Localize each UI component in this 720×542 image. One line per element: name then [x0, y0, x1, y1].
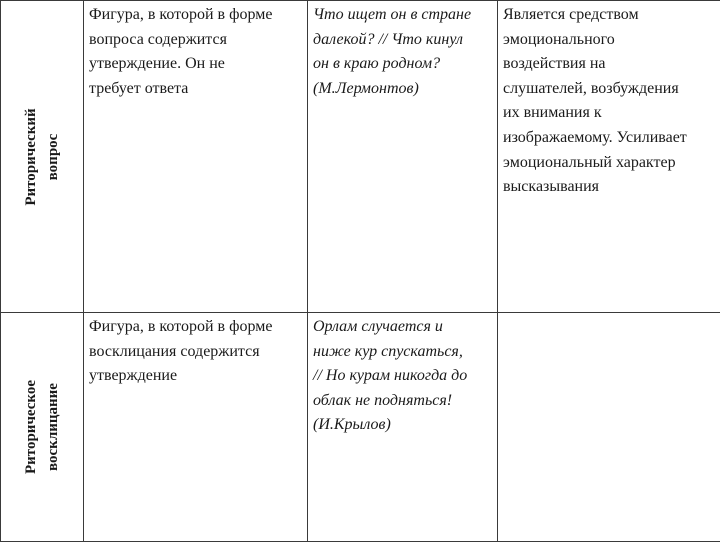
table-row-rhetorical-exclamation [1, 313, 720, 542]
example-text: Что ищет он в стране далекой? // Что кинул он в краю родном? (М.Лермонтов) [308, 1, 497, 101]
definition-cell-rhetorical-question [84, 1, 308, 313]
term-label-rhetorical-exclamation: Риторическое восклицание [20, 380, 64, 474]
function-cell-rhetorical-exclamation [498, 313, 720, 542]
term-cell-rhetorical-question [1, 1, 84, 313]
example-cell-rhetorical-exclamation [308, 313, 498, 542]
function-text: Является средством эмоционального воздействия на слушателей, возбуждения их внимания к изображаемому. Усиливает эмоциональный характер высказывания [498, 1, 720, 200]
example-text: Орлам случается и ниже кур спускаться, // Но курам никогда до облак не подняться! (И.Крылов) [308, 313, 497, 438]
example-cell-rhetorical-question [308, 1, 498, 313]
term-cell-rhetorical-exclamation [1, 313, 84, 542]
definition-cell-rhetorical-exclamation [84, 313, 308, 542]
table-row-rhetorical-question [1, 1, 720, 313]
definition-text: Фигура, в которой в форме восклицания содержится утверждение [84, 313, 307, 389]
term-label-rhetorical-question: Риторический вопрос [20, 108, 64, 205]
definition-text: Фигура, в которой в форме вопроса содержится утверждение. Он не требует ответа [84, 1, 307, 101]
function-cell-rhetorical-question [498, 1, 720, 313]
